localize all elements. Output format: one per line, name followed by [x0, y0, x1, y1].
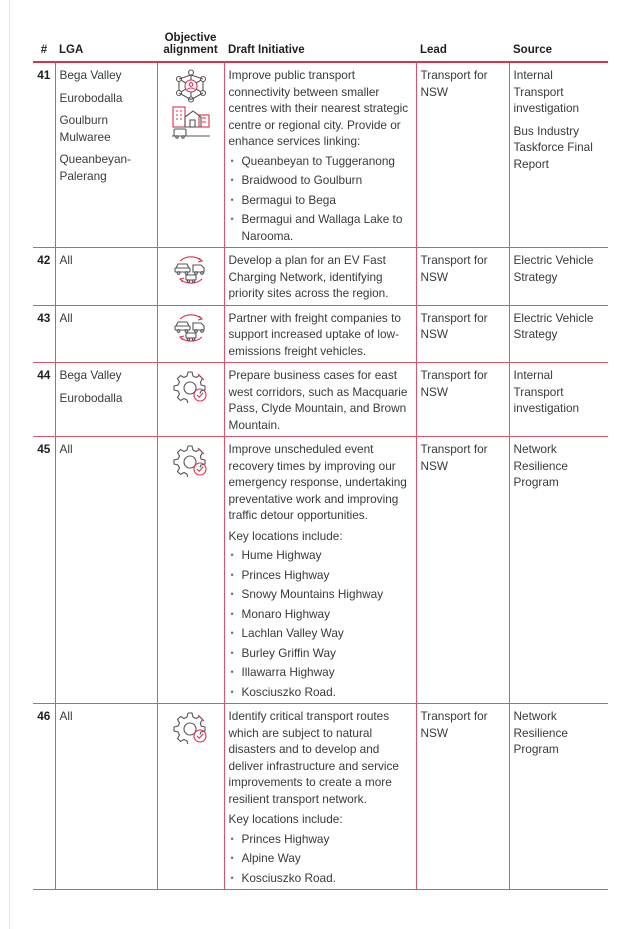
source-cell: [509, 305, 608, 363]
objective-alignment-cell: [157, 363, 224, 437]
location-item: • Bermagui and Wallaga Lake to Narooma.: [229, 211, 412, 244]
location-item: • Princes Highway: [229, 831, 412, 848]
initiatives-table: [33, 32, 608, 890]
header-source: Source: [509, 32, 608, 62]
lga-name: Queanbeyan-Palerang: [59, 152, 131, 183]
objective-alignment-cell: [157, 437, 224, 704]
lga-cell: [55, 62, 157, 248]
gear-check-icon: [158, 443, 224, 477]
table-row: [33, 704, 608, 890]
lga-name: All: [59, 709, 73, 723]
source-cell: [509, 437, 608, 704]
table-header-row: [33, 32, 608, 62]
table-body: [33, 62, 608, 890]
page-margin-rule: [9, 0, 10, 929]
lga-cell: [55, 437, 157, 704]
location-item: • Snowy Mountains Highway: [229, 586, 412, 603]
key-locations-label: Key locations include:: [228, 812, 343, 826]
location-item: • Hume Highway: [229, 547, 412, 564]
lga-name: Bega Valley: [59, 68, 122, 82]
lga-name: Eurobodalla: [59, 390, 123, 405]
lead-cell: Transport for NSW: [416, 62, 509, 248]
draft-initiative-cell: [224, 305, 416, 363]
draft-initiative-cell: [224, 704, 416, 890]
row-number: 42: [33, 248, 55, 306]
source-cell: [509, 704, 608, 890]
lga-name: All: [59, 442, 73, 456]
lga-name: Goulburn Mulwaree: [59, 113, 111, 144]
table-row: [33, 305, 608, 363]
row-number: 46: [33, 704, 55, 890]
header-lga: LGA: [55, 32, 157, 62]
lga-cell: [55, 363, 157, 437]
lga-cell: [55, 305, 157, 363]
table-row: [33, 437, 608, 704]
location-item: • Kosciuszko Road.: [229, 684, 412, 701]
source-name: Internal Transport investigation: [513, 68, 580, 115]
draft-initiative-cell: [224, 363, 416, 437]
draft-initiative-text: Identify critical transport routes which are subject to natural disasters and to develop and deliver infrastructure and service improvements to create a more resilient transport network.: [228, 709, 399, 806]
source-cell: [509, 248, 608, 306]
lga-name: Bega Valley: [59, 368, 122, 382]
table-row: [33, 363, 608, 437]
location-item: • Monaro Highway: [229, 606, 412, 623]
ev-vehicles-icon: [158, 254, 224, 286]
source-name: Network Resilience Program: [513, 709, 568, 756]
draft-initiative-text: Prepare business cases for east west corridors, such as Macquarie Pass, Clyde Mountain, and Brown Mountain.: [228, 368, 408, 432]
draft-initiative-cell: [224, 248, 416, 306]
lead-cell: Transport for NSW: [416, 363, 509, 437]
network-people-icon: [158, 69, 224, 103]
locations-list: [229, 547, 412, 700]
lga-name: All: [59, 310, 73, 325]
table-row: [33, 62, 608, 248]
lead-cell: Transport for NSW: [416, 305, 509, 363]
lga-name: Eurobodalla: [59, 90, 123, 105]
lead-cell: Transport for NSW: [416, 248, 509, 306]
draft-initiative-text: Develop a plan for an EV Fast Charging Network, identifying priority sites across the region.: [228, 253, 389, 300]
source-name: Electric Vehicle Strategy: [513, 253, 594, 284]
objective-alignment-cell: [157, 62, 224, 248]
header-lead: Lead: [416, 32, 509, 62]
lga-cell: [55, 248, 157, 306]
key-locations-label: Key locations include:: [228, 528, 343, 543]
location-item: • Lachlan Valley Way: [229, 625, 412, 642]
town-icon: [158, 103, 224, 139]
location-item: • Kosciuszko Road.: [229, 870, 412, 887]
objective-alignment-cell: [157, 305, 224, 363]
ev-vehicles-icon: [158, 312, 224, 344]
draft-initiative-cell: [224, 62, 416, 248]
source-name: Internal Transport investigation: [513, 368, 580, 415]
locations-list: [229, 831, 412, 887]
location-item: • Burley Griffin Way: [229, 645, 412, 662]
location-item: • Princes Highway: [229, 567, 412, 584]
source-name: Bus Industry Taskforce Final Report: [513, 123, 593, 171]
header-draft-initiative: Draft Initiative: [224, 32, 416, 62]
lga-cell: [55, 704, 157, 890]
draft-initiative-text: Improve public transport connectivity between smaller centres with their nearest strategic centre or regional city. Provide or enhance services linking:: [228, 68, 409, 148]
source-cell: [509, 363, 608, 437]
location-item: • Illawarra Highway: [229, 664, 412, 681]
source-name: Electric Vehicle Strategy: [513, 310, 594, 341]
lead-cell: Transport for NSW: [416, 437, 509, 704]
location-item: • Queanbeyan to Tuggeranong: [229, 153, 412, 170]
draft-initiative-cell: [224, 437, 416, 704]
locations-list: [229, 153, 412, 245]
source-name: Network Resilience Program: [513, 442, 568, 489]
lga-name: All: [59, 253, 73, 267]
objective-alignment-cell: [157, 248, 224, 306]
objective-alignment-cell: [157, 704, 224, 890]
header-number: #: [33, 32, 55, 62]
location-item: • Braidwood to Goulburn: [229, 172, 412, 189]
row-number: 45: [33, 437, 55, 704]
row-number: 41: [33, 62, 55, 248]
row-number: 43: [33, 305, 55, 363]
header-objective-alignment: Objective alignment: [157, 32, 224, 62]
draft-initiative-text: Improve unscheduled event recovery times by improving our emergency response, undertaking preventative work and improving traffic detour opportunities.: [228, 442, 407, 522]
gear-check-icon: [158, 710, 224, 744]
draft-initiative-text: Partner with freight companies to support increased uptake of low-emissions freight vehicles.: [228, 310, 401, 358]
table-row: [33, 248, 608, 306]
gear-check-icon: [158, 369, 224, 403]
source-cell: [509, 62, 608, 248]
location-item: • Alpine Way: [229, 850, 412, 867]
row-number: 44: [33, 363, 55, 437]
location-item: • Bermagui to Bega: [229, 192, 412, 209]
lead-cell: Transport for NSW: [416, 704, 509, 890]
